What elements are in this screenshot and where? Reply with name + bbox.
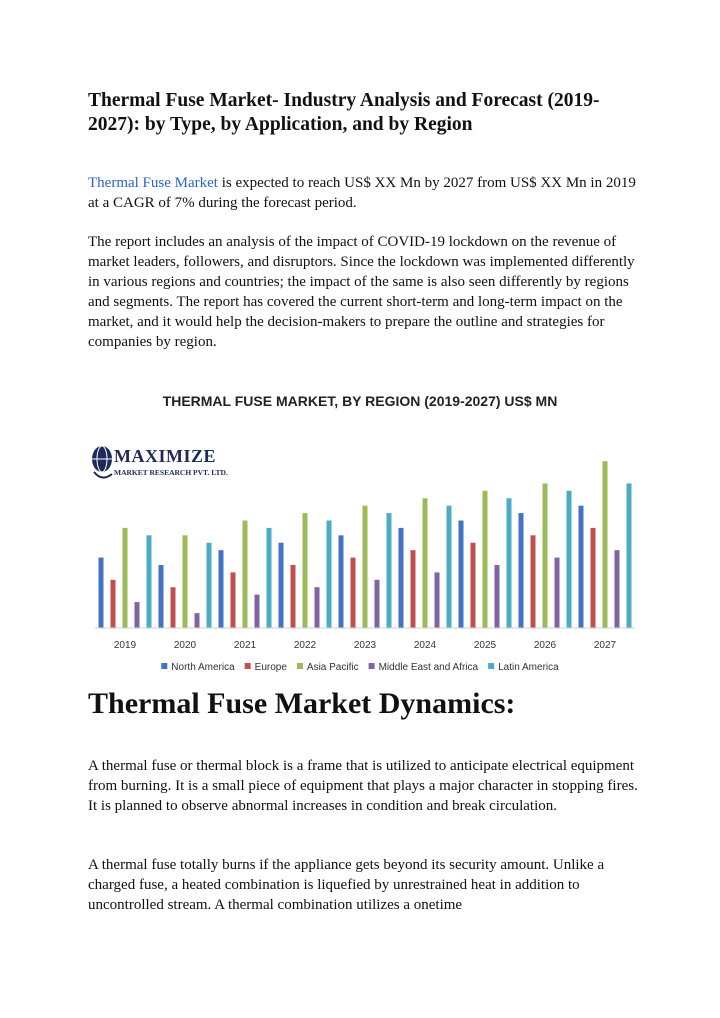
bar-2024-asia-pacific — [423, 498, 428, 628]
legend-swatch — [245, 663, 251, 669]
bar-2022-asia-pacific — [303, 513, 308, 628]
bar-2027-europe — [591, 528, 596, 628]
legend-swatch — [369, 663, 375, 669]
legend-label: Europe — [254, 662, 287, 673]
legend-swatch — [161, 663, 167, 669]
dynamics-paragraph-2: A thermal fuse totally burns if the appliance gets beyond its security amount. Unlike a charged fuse, a heated combination is liquefied by unrestrained heat in addition to uncontrolled stream. A thermal combination utilizes a onetime — [88, 857, 605, 913]
bar-2019-asia-pacific — [123, 528, 128, 628]
legend-label: Asia Pacific — [306, 662, 359, 673]
bar-2026-north-america — [519, 513, 524, 628]
bar-2023-north-america — [339, 535, 344, 628]
bar-2022-latin-america — [327, 520, 332, 628]
bar-2021-europe — [231, 572, 236, 628]
x-tick-label: 2019 — [113, 640, 137, 651]
bar-2023-asia-pacific — [363, 506, 368, 628]
bar-2019-latin-america — [147, 535, 152, 628]
bar-2026-asia-pacific — [543, 483, 548, 628]
bar-2020-asia-pacific — [183, 535, 188, 628]
section-heading: Thermal Fuse Market Dynamics: — [88, 687, 516, 720]
bar-2020-middle-east-and-africa — [195, 613, 200, 628]
bar-2025-latin-america — [507, 498, 512, 628]
x-tick-label: 2026 — [533, 640, 557, 651]
bar-2027-asia-pacific — [603, 461, 608, 628]
x-tick-label: 2027 — [593, 640, 617, 651]
bar-2024-north-america — [399, 528, 404, 628]
thermal-fuse-market-link[interactable]: Thermal Fuse Market — [88, 175, 218, 191]
bar-2024-latin-america — [447, 506, 452, 628]
chart-title: THERMAL FUSE MARKET, BY REGION (2019-2027) US$ MN — [162, 393, 558, 409]
bar-2023-latin-america — [387, 513, 392, 628]
bar-2019-europe — [111, 580, 116, 628]
bar-2019-middle-east-and-africa — [135, 602, 140, 628]
bar-2022-middle-east-and-africa — [315, 587, 320, 628]
x-tick-label: 2023 — [353, 640, 377, 651]
bar-2025-middle-east-and-africa — [495, 565, 500, 628]
bar-2026-europe — [531, 535, 536, 628]
bar-2020-latin-america — [207, 543, 212, 628]
bar-2022-north-america — [279, 543, 284, 628]
bar-2025-north-america — [459, 520, 464, 628]
bar-2022-europe — [291, 565, 296, 628]
bar-2024-middle-east-and-africa — [435, 572, 440, 628]
bar-2026-latin-america — [567, 491, 572, 628]
bar-2027-middle-east-and-africa — [615, 550, 620, 628]
x-tick-label: 2020 — [173, 640, 197, 651]
x-tick-label: 2025 — [473, 640, 497, 651]
bar-2027-north-america — [579, 506, 584, 628]
bar-2025-europe — [471, 543, 476, 628]
legend-swatch — [488, 663, 494, 669]
logo-subtitle: MARKET RESEARCH PVT. LTD. — [114, 468, 228, 477]
document-title: Thermal Fuse Market- Industry Analysis and Forecast (2019-2027): by Type, by Application, and by Region — [88, 90, 600, 135]
intro-text: is expected to reach US$ XX Mn by 2027 from US$ XX Mn in 2019 at a CAGR of 7% during the forecast period. — [88, 175, 636, 211]
bar-2021-north-america — [219, 550, 224, 628]
bar-2021-middle-east-and-africa — [255, 595, 260, 628]
bar-2023-middle-east-and-africa — [375, 580, 380, 628]
bar-2023-europe — [351, 558, 356, 628]
dynamics-paragraph-1: A thermal fuse or thermal block is a frame that is utilized to anticipate electrical equipment from burning. It is a small piece of equipment that plays a major character in stopping fires. It is planned to observe abnormal increases in condition and break circulation. — [88, 758, 638, 814]
bar-2024-europe — [411, 550, 416, 628]
bar-2021-latin-america — [267, 528, 272, 628]
bar-2019-north-america — [99, 558, 104, 628]
bar-2026-middle-east-and-africa — [555, 558, 560, 628]
logo-wordmark: MAXIMIZE — [114, 446, 216, 466]
legend-swatch — [297, 663, 303, 669]
bar-2027-latin-america — [627, 483, 632, 628]
bar-2020-north-america — [159, 565, 164, 628]
x-tick-label: 2024 — [413, 640, 437, 651]
bar-2025-asia-pacific — [483, 491, 488, 628]
legend-label: Latin America — [498, 662, 559, 673]
legend-label: North America — [171, 662, 235, 673]
maximize-logo — [90, 440, 230, 490]
bar-2021-asia-pacific — [243, 520, 248, 628]
bar-2020-europe — [171, 587, 176, 628]
covid-impact-paragraph: The report includes an analysis of the impact of COVID-19 lockdown on the revenue of market leaders, followers, and disruptors. Since the lockdown was implemented differently in various regions and countries; the impact of the same is also seen differently by regions and segments. The report has covered the current short-term and long-term impact on the market, and it would help the decision-makers to prepare the outline and strategies for companies by region. — [88, 234, 635, 350]
legend-label: Middle East and Africa — [378, 662, 479, 673]
globe-logo-icon — [90, 442, 116, 484]
x-tick-label: 2022 — [293, 640, 317, 651]
x-tick-label: 2021 — [233, 640, 257, 651]
